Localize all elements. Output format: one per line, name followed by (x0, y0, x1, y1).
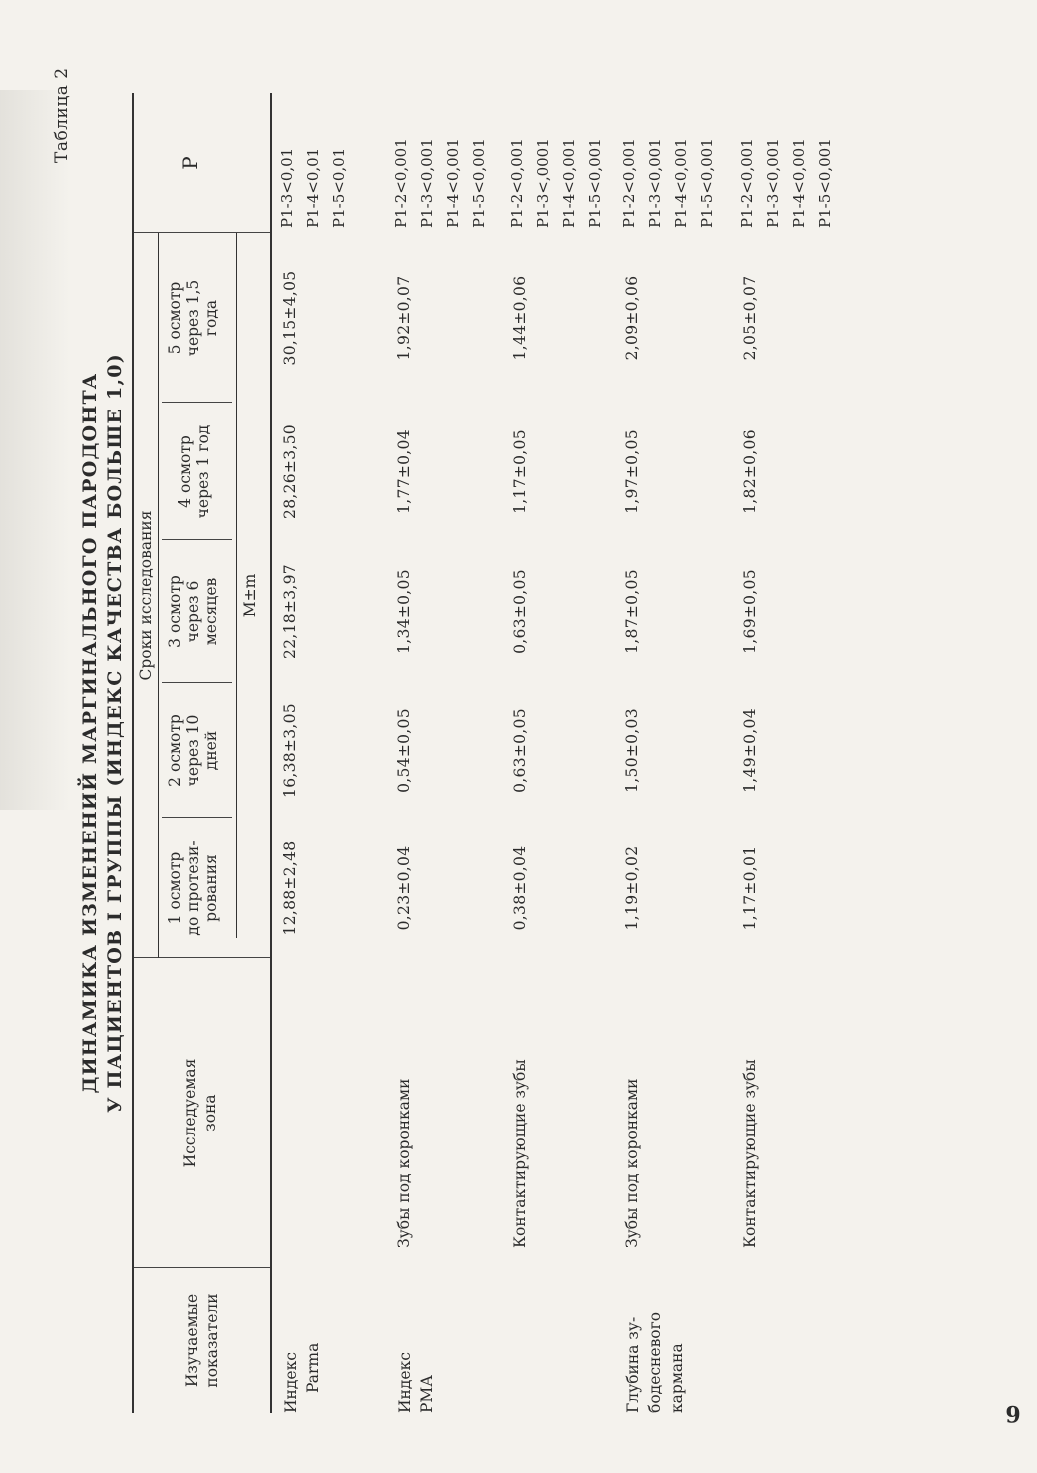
value-exam-5: 1,92±0,07 (395, 275, 413, 361)
header-indicator: Изучаемые показатели (183, 1293, 221, 1388)
header-p: P (178, 156, 202, 170)
value-exam-2: 0,63±0,05 (511, 708, 529, 793)
indicator-line: Глубина зу- (624, 1316, 642, 1413)
value-exam-3: 1,69±0,05 (741, 569, 759, 654)
p-value: P1-5<0,001 (470, 138, 488, 228)
row-zone: Контактирующие зубы (741, 1059, 759, 1248)
row-zone: Контактирующие зубы (511, 1059, 529, 1248)
value-exam-3: 22,18±3,97 (281, 564, 299, 659)
row-indicator (280, 1343, 324, 1413)
value-exam-2: 1,49±0,04 (741, 708, 759, 793)
value-exam-1: 1,17±0,01 (741, 845, 759, 931)
p-value: P1-2<0,001 (392, 138, 410, 228)
indicator-line: кармана (668, 1343, 686, 1413)
p-value: P1-3<0,001 (418, 138, 436, 228)
header-exam-2: 2 осмотр через 10 дней (166, 714, 220, 787)
p-value: P1-2<0,001 (620, 138, 638, 228)
p-value: P1-5<0,01 (330, 147, 348, 228)
p-value: P1-3<,0001 (534, 138, 552, 228)
value-exam-1: 0,23±0,04 (395, 845, 413, 931)
table-title (78, 123, 128, 1343)
row-p-values (274, 148, 352, 228)
value-exam-4: 1,97±0,05 (623, 429, 641, 514)
p-value: P1-2<0,001 (508, 138, 526, 228)
header-bottom-rule (270, 93, 272, 1413)
p-value: P1-3<0,001 (764, 138, 782, 228)
p-value: P1-4<0,01 (304, 147, 322, 228)
p-value: P1-2<0,001 (738, 138, 756, 228)
p-value: P1-4<0,001 (672, 138, 690, 228)
header-periods: Сроки исследования (137, 510, 155, 681)
p-value: P1-3<0,001 (646, 138, 664, 228)
value-exam-1: 1,19±0,02 (623, 845, 641, 931)
value-exam-5: 30,15±4,05 (281, 270, 299, 366)
row-p-values (616, 138, 720, 228)
value-exam-2: 0,54±0,05 (395, 708, 413, 793)
header-exam-3: 3 осмотр через 6 месяцев (166, 575, 220, 648)
value-exam-5: 2,09±0,06 (623, 275, 641, 361)
indicator-line: бодесневого (646, 1311, 664, 1413)
value-exam-4: 1,82±0,06 (741, 429, 759, 514)
data-table (132, 93, 1032, 1413)
indicator-line: Parma (304, 1342, 322, 1393)
p-value: P1-5<0,001 (586, 138, 604, 228)
p-value: P1-4<0,001 (444, 138, 462, 228)
header-exam-1: 1 осмотр до протези- рования (166, 840, 220, 936)
row-p-values (734, 138, 838, 228)
row-p-values (504, 138, 608, 228)
p-value: P1-5<0,001 (698, 138, 716, 228)
value-exam-2: 1,50±0,03 (623, 708, 641, 793)
value-exam-4: 1,77±0,04 (395, 429, 413, 514)
value-exam-5: 1,44±0,06 (511, 275, 529, 361)
title-line-1: ДИНАМИКА ИЗМЕНЕНИЙ МАРГИНАЛЬНОГО ПАРОДОНТА (79, 372, 101, 1094)
title-line-2: У ПАЦИЕНТОВ I ГРУППЫ (ИНДЕКС КАЧЕСТВА БОЛЬШЕ 1,0) (104, 353, 126, 1113)
value-exam-3: 1,34±0,05 (395, 569, 413, 654)
row-p-values (388, 138, 492, 228)
header-zone: Исследуемая зона (181, 1058, 219, 1168)
p-value: P1-3<0,01 (278, 147, 296, 228)
p-value: P1-4<0,001 (790, 138, 808, 228)
periods-rule (158, 233, 159, 958)
p-value: P1-4<0,001 (560, 138, 578, 228)
value-exam-3: 1,87±0,05 (623, 569, 641, 654)
row-indicator (622, 1312, 688, 1413)
value-exam-3: 0,63±0,05 (511, 569, 529, 654)
value-exam-5: 2,05±0,07 (741, 275, 759, 361)
indicator-line: Индекс (396, 1352, 414, 1413)
page-number: 9 (1005, 1402, 1021, 1429)
mm-rule (236, 233, 237, 938)
row-indicator (394, 1352, 438, 1413)
header-exam-4: 4 осмотр через 1 год (176, 424, 212, 519)
header-mm: M±m (241, 573, 259, 618)
indicator-line: РМА (418, 1374, 436, 1413)
table-top-rule (132, 93, 134, 1413)
value-exam-2: 16,38±3,05 (281, 703, 299, 798)
value-exam-4: 28,26±3,50 (281, 424, 299, 519)
value-exam-4: 1,17±0,05 (511, 429, 529, 514)
p-value: P1-5<0,001 (816, 138, 834, 228)
value-exam-1: 0,38±0,04 (511, 845, 529, 931)
row-zone: Зубы под коронками (623, 1078, 641, 1248)
header-exam-5: 5 осмотр через 1,5 года (166, 279, 220, 357)
table-label: Таблица 2 (52, 67, 72, 163)
value-exam-1: 12,88±2,48 (281, 840, 299, 936)
indicator-line: Индекс (282, 1352, 300, 1413)
row-zone: Зубы под коронками (395, 1078, 413, 1248)
